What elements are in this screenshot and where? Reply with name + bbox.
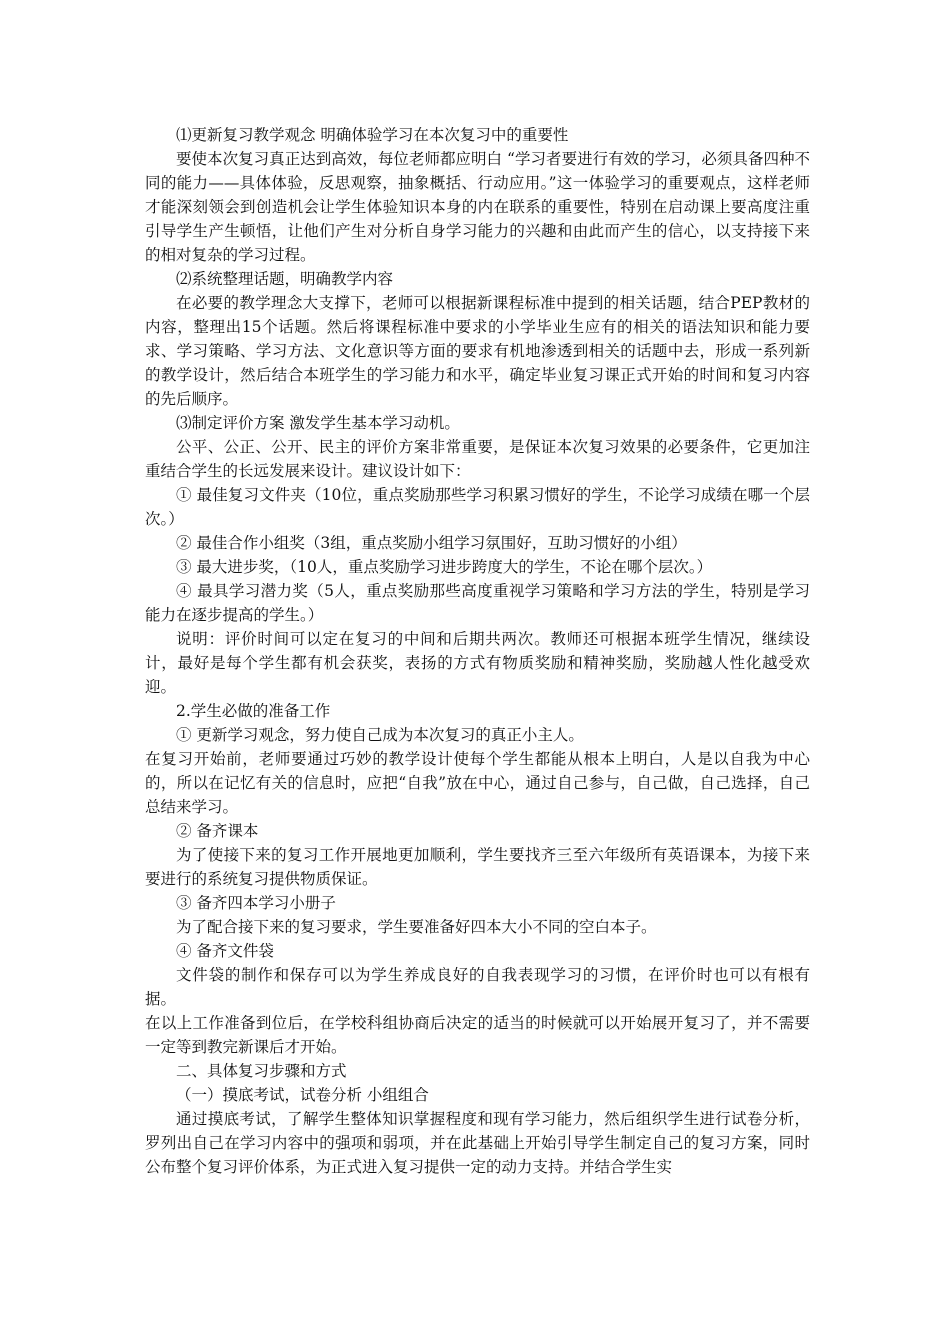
list-item: ① 最佳复习文件夹（10位，重点奖励那些学习积累习惯好的学生，不论学习成绩在哪一个层次。）: [145, 486, 810, 528]
paragraph-heading-1: ⑴更新复习教学观念 明确体验学习在本次复习中的重要性: [176, 126, 569, 144]
paragraph: 为了配合接下来的复习要求，学生要准备好四本大小不同的空白本子。: [176, 918, 657, 936]
paragraph-note: 说明：评价时间可以定在复习的中间和后期共两次。教师还可根据本班学生情况，继续设计，最好是每个学生都有机会获奖，表扬的方式有物质奖励和精神奖励，奖励越人性化越受欢迎。: [145, 630, 810, 696]
paragraph: 为了使接下来的复习工作开展地更加顺利，学生要找齐三至六年级所有英语课本，为接下来要进行的系统复习提供物质保证。: [145, 846, 810, 888]
list-item: ② 最佳合作小组奖（3组，重点奖励小组学习氛围好，互助习惯好的小组）: [176, 534, 687, 552]
paragraph: 文件袋的制作和保存可以为学生养成良好的自我表现学习的习惯，在评价时也可以有根有据。: [145, 966, 810, 1008]
paragraph: 通过摸底考试，了解学生整体知识掌握程度和现有学习能力，然后组织学生进行试卷分析，罗列出自己在学习内容中的强项和弱项，并在此基础上开始引导学生制定自己的复习方案，同时公布整个复习评价体系，为正式进入复习提供一定的动力支持。并结合学生实: [145, 1110, 810, 1176]
paragraph-heading-2: ⑵系统整理话题，明确教学内容: [176, 270, 394, 288]
list-item: ① 更新学习观念，努力使自己成为本次复习的真正小主人。: [176, 726, 584, 744]
section-heading: 2.学生必做的准备工作: [176, 702, 331, 720]
subsection-heading: （一）摸底考试，试卷分析 小组组合: [176, 1086, 429, 1104]
paragraph-heading-3: ⑶制定评价方案 激发学生基本学习动机。: [176, 414, 460, 432]
section-heading: 二、具体复习步骤和方式: [176, 1062, 347, 1080]
list-item: ② 备齐课本: [176, 822, 259, 840]
paragraph: 在必要的教学理念大支撑下，老师可以根据新课程标准中提到的相关话题，结合PEP教材的内容，整理出15个话题。然后将课程标准中要求的小学毕业生应有的相关的语法知识和能力要求、学习策略、学习方法、文化意识等方面的要求有机地渗透到相关的话题中去，形成一系列新的教学设计，然后结合本班学生的学习能力和水平，确定毕业复习课正式开始的时间和复习内容的先后顺序。: [145, 294, 810, 408]
document-body: [145, 123, 810, 1179]
paragraph: 在以上工作准备到位后，在学校科组协商后决定的适当的时候就可以开始展开复习了，并不需要一定等到教完新课后才开始。: [145, 1014, 810, 1056]
list-item: ④ 最具学习潜力奖（5人，重点奖励那些高度重视学习策略和学习方法的学生，特别是学习能力在逐步提高的学生。）: [145, 582, 810, 624]
list-item: ③ 最大进步奖，（10人，重点奖励学习进步跨度大的学生，不论在哪个层次。）: [176, 558, 713, 576]
paragraph: 公平、公正、公开、民主的评价方案非常重要，是保证本次复习效果的必要条件，它更加注重结合学生的长远发展来设计。建议设计如下：: [145, 438, 810, 480]
paragraph: 要使本次复习真正达到高效，每位老师都应明白 “学习者要进行有效的学习，必须具备四种不同的能力——具体体验，反思观察，抽象概括、行动应用。”这一体验学习的重要观点，这样老师才能深刻领会到创造机会让学生体验知识本身的内在联系的重要性，特别在启动课上要高度注重引导学生产生顿悟，让他们产生对分析自身学习能力的兴趣和由此而产生的信心，以支持接下来的相对复杂的学习过程。: [145, 150, 810, 264]
paragraph: 在复习开始前，老师要通过巧妙的教学设计使每个学生都能从根本上明白，人是以自我为中心的，所以在记忆有关的信息时，应把“自我”放在中心，通过自己参与，自己做，自己选择，自己总结来学习。: [145, 750, 810, 816]
list-item: ④ 备齐文件袋: [176, 942, 274, 960]
list-item: ③ 备齐四本学习小册子: [176, 894, 336, 912]
